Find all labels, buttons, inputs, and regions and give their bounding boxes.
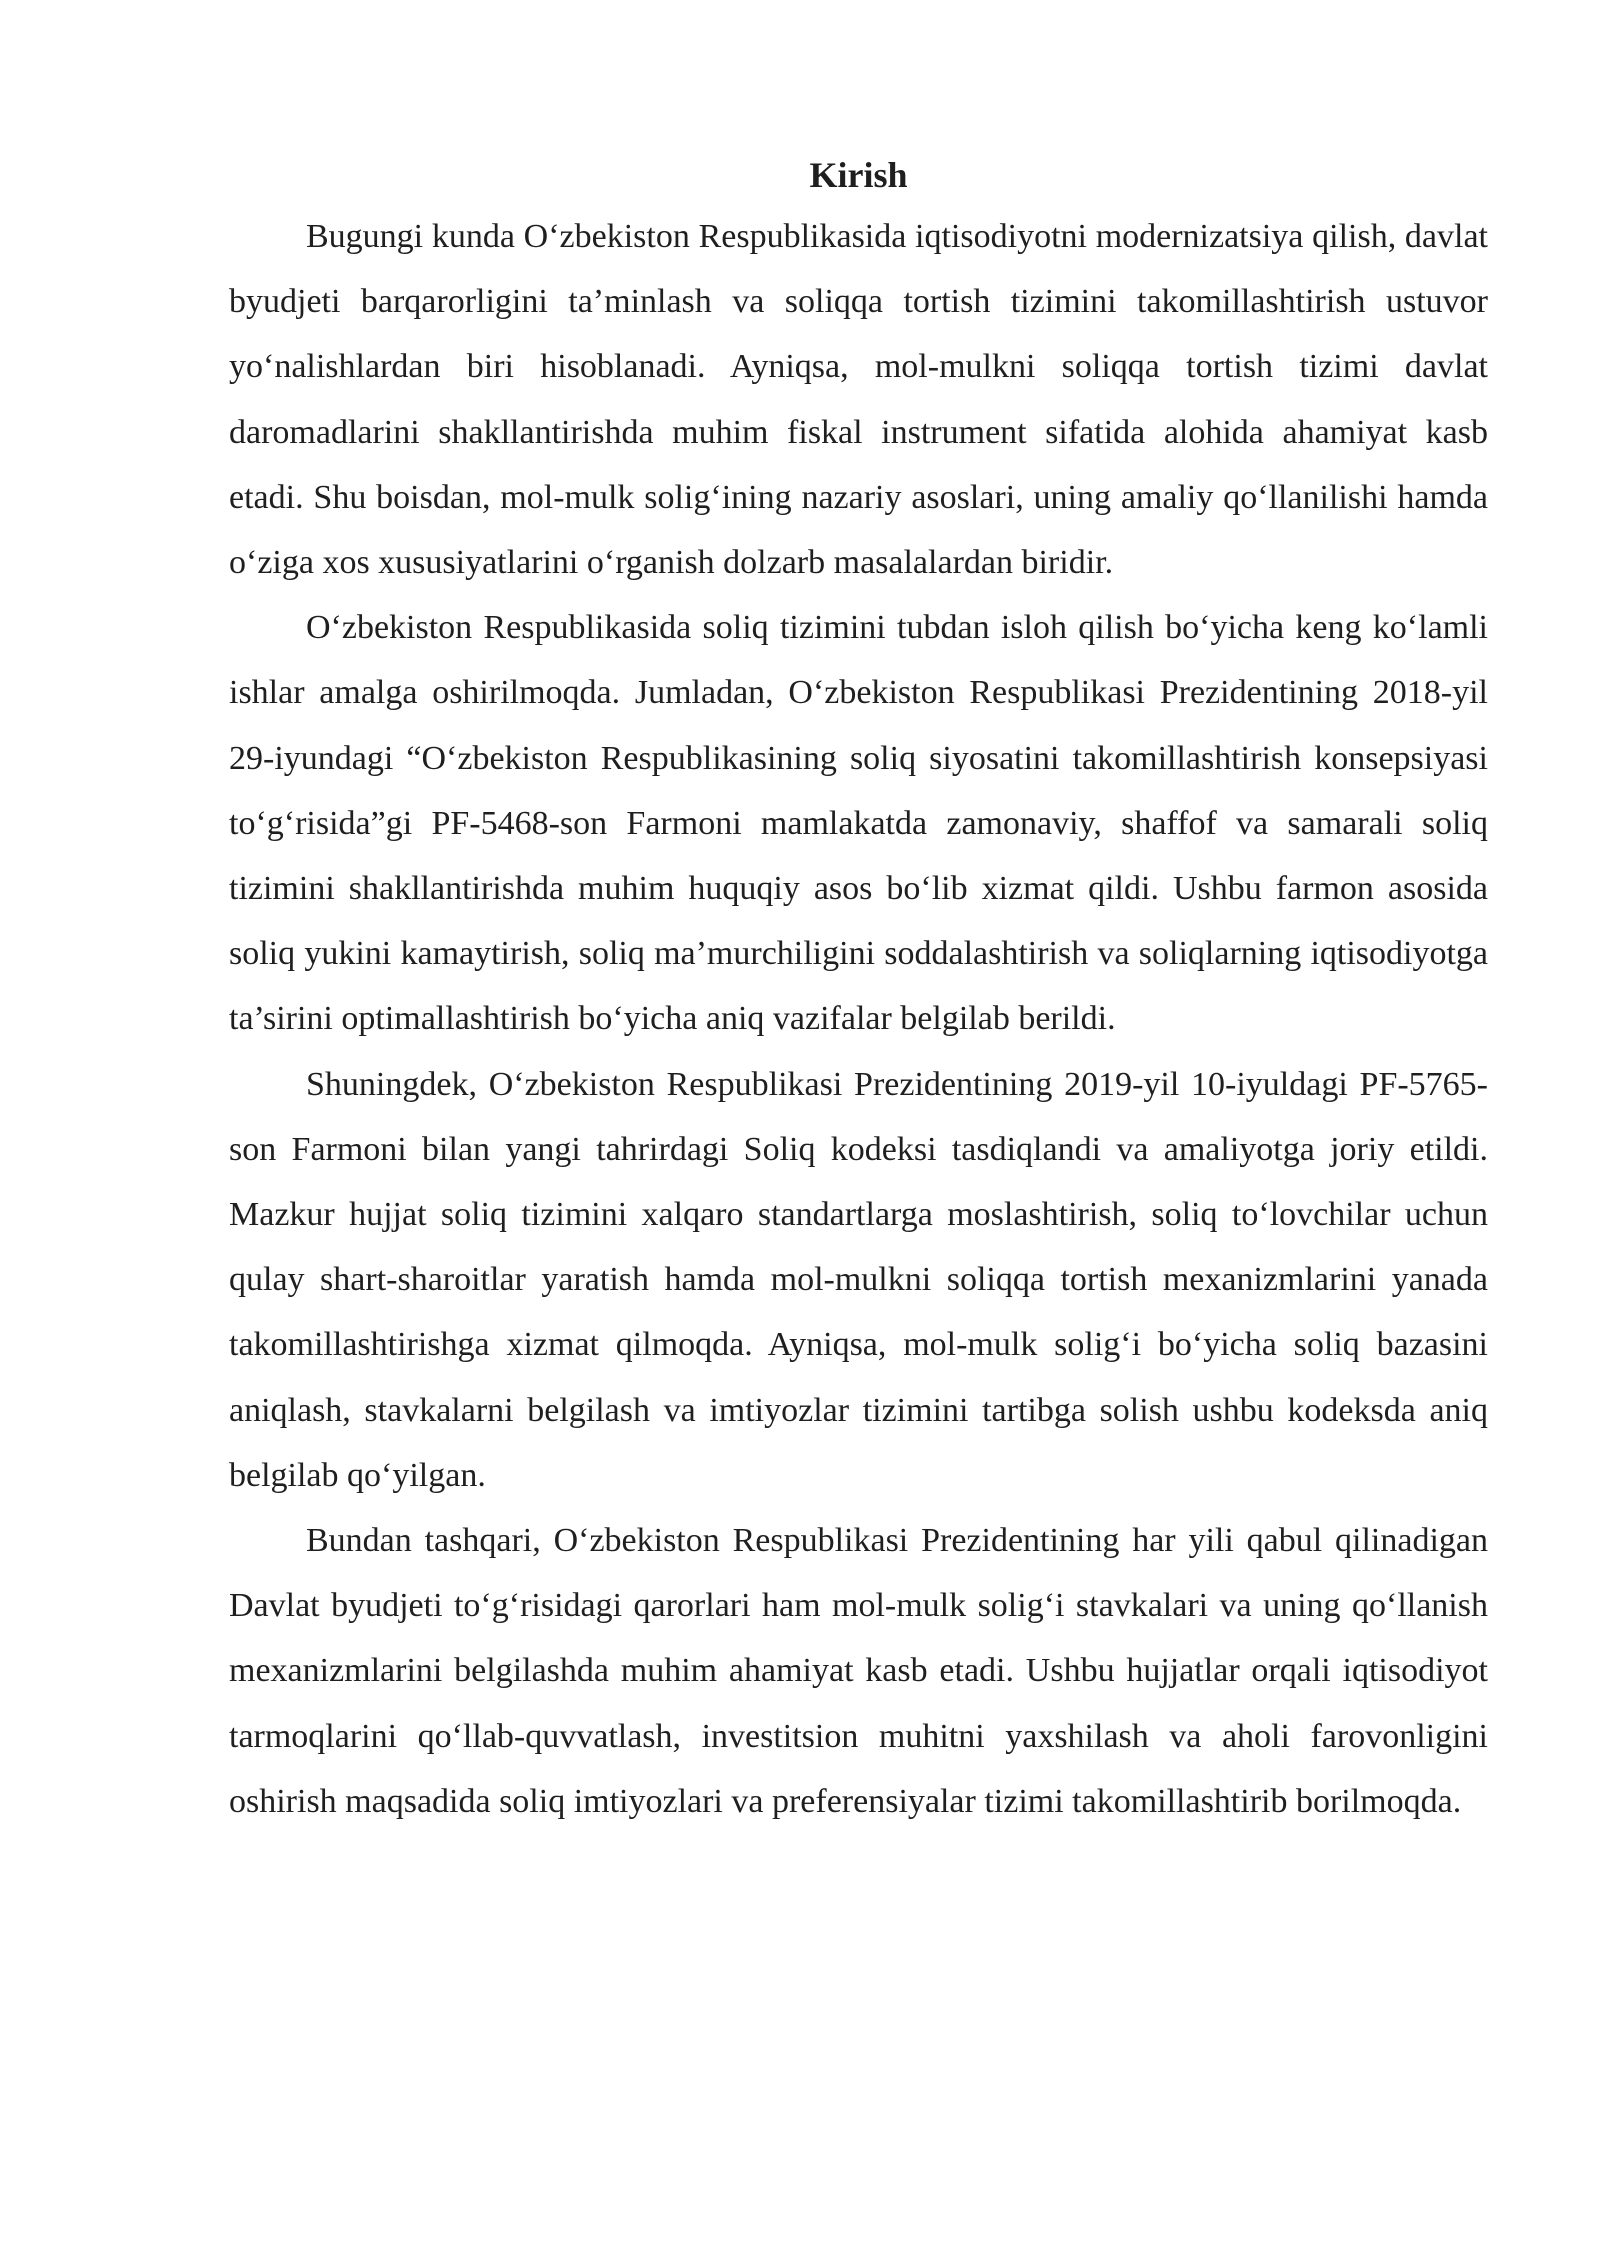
paragraph-1: Bugungi kunda O‘zbekiston Respublikasida iqtisodiyotni modernizatsiya qilish, davlat byudjeti barqarorligini ta’minlash va soliqqa tortish tizimini takomillashtirish ustuvor yo‘nalishlardan biri hisoblanadi. Ayniqsa, mol-mulkni soliqqa tortish tizimi davlat daromadlarini shakllantirishda muhim fiskal instrument sifatida alohida ahamiyat kasb etadi. Shu boisdan, mol-mulk solig‘ining nazariy asoslari, uning amaliy qo‘llanilishi hamda o‘ziga xos xususiyatlarini o‘rganish dolzarb masalalardan biridir. (229, 218, 1488, 582)
paragraph-3: Shuningdek, O‘zbekiston Respublikasi Prezidentining 2019-yil 10-iyuldagi PF-5765-son Farmoni bilan yangi tahrirdagi Soliq kodeksi tasdiqlandi va amaliyotga joriy etildi. Mazkur hujjat soliq tizimini xalqaro standartlarga moslashtirish, soliq to‘lovchilar uchun qulay shart-sharoitlar yaratish hamda mol-mulkni soliqqa tortish mexanizmlarini yanada takomillashtirishga xizmat qilmoqda. Ayniqsa, mol-mulk solig‘i bo‘yicha soliq bazasini aniqlash, stavkalarni belgilash va imtiyozlar tizimini tartibga solish ushbu kodeksda aniq belgilab qo‘yilgan. (229, 1065, 1488, 1494)
section-title: Kirish (809, 155, 908, 195)
document-body (229, 150, 1488, 1834)
paragraph-2: O‘zbekiston Respublikasida soliq tizimini tubdan isloh qilish bo‘yicha keng ko‘lamli ishlar amalga oshirilmoqda. Jumladan, O‘zbekiston Respublikasi Prezidentining 2018-yil 29-iyundagi “O‘zbekiston Respublikasining soliq siyosatini takomillashtirish konsepsiyasi to‘g‘risida”gi PF-5468-son Farmoni mamlakatda zamonaviy, shaffof va samarali soliq tizimini shakllantirishda muhim huquqiy asos bo‘lib xizmat qildi. Ushbu farmon asosida soliq yukini kamaytirish, soliq ma’murchiligini soddalashtirish va soliqlarning iqtisodiyotga ta’sirini optimallashtirish bo‘yicha aniq vazifalar belgilab berildi. (229, 609, 1488, 1038)
paragraph-4: Bundan tashqari, O‘zbekiston Respublikasi Prezidentining har yili qabul qilinadigan Davlat byudjeti to‘g‘risidagi qarorlari ham mol-mulk solig‘i stavkalari va uning qo‘llanish mexanizmlarini belgilashda muhim ahamiyat kasb etadi. Ushbu hujjatlar orqali iqtisodiyot tarmoqlarini qo‘llab-quvvatlash, investitsion muhitni yaxshilash va aholi farovonligini oshirish maqsadida soliq imtiyozlari va preferensiyalar tizimi takomillashtirib borilmoqda. (229, 1522, 1488, 1820)
